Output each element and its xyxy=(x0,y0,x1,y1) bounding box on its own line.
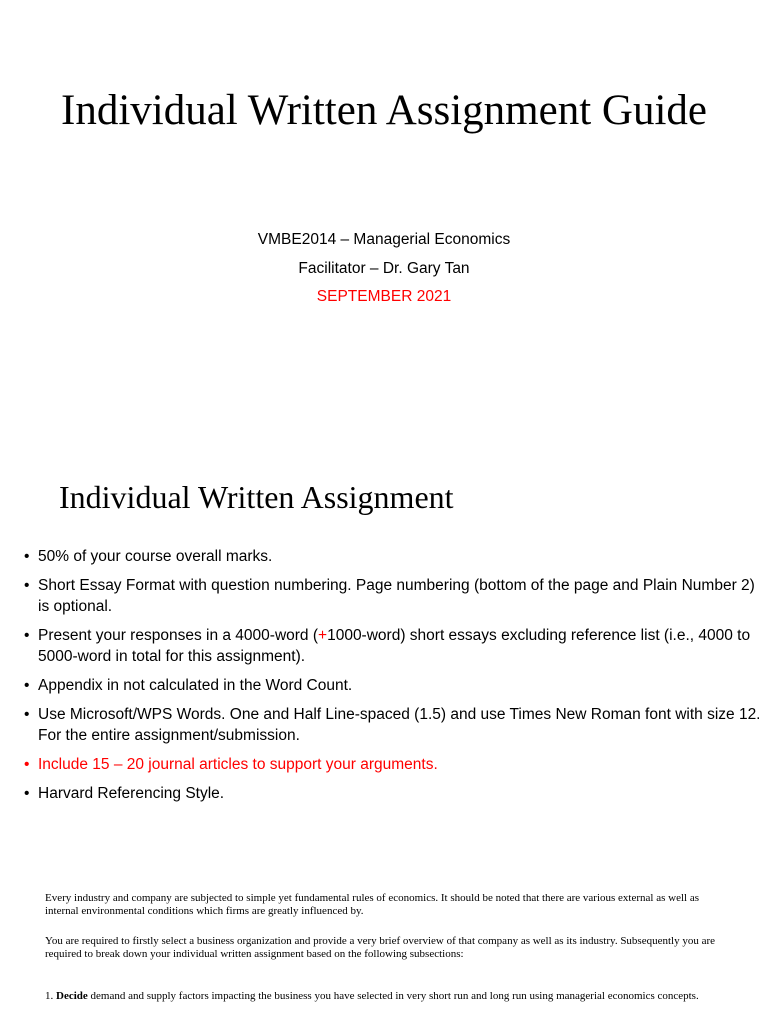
requirements-list xyxy=(0,546,768,812)
list-item: • Appendix in not calculated in the Word Count. xyxy=(24,677,353,694)
list-item: • Present your responses in a 4000-word (+1000-word) short essays excluding reference list (i.e., 4000 to 5000-word in total for this assignment). xyxy=(24,627,751,665)
list-item: • Use Microsoft/WPS Words. One and Half Line-spaced (1.5) and use Times New Roman font with size 12. For the entire assignment/submission. xyxy=(24,706,761,744)
title-slide xyxy=(0,0,768,432)
bullet-icon: • xyxy=(24,756,30,773)
facilitator-line: Facilitator – Dr. Gary Tan xyxy=(298,259,470,277)
list-item: • 50% of your course overall marks. xyxy=(24,548,273,565)
assignment-text xyxy=(45,892,725,1020)
instructions-paragraph: You are required to firstly select a business organization and provide a very brief overview of that company as well as its industry. Subsequently you are required to break down your individual written assignment based on the following subsections: xyxy=(45,935,716,960)
document-page xyxy=(0,866,768,1024)
list-item: • Harvard Referencing Style. xyxy=(24,785,225,802)
bullet-icon: • xyxy=(24,627,30,644)
subsection-item-1: 1. Decide demand and supply factors impacting the business you have selected in very short run and long run using managerial economics concepts. xyxy=(45,990,699,1002)
bullets-slide xyxy=(0,434,768,864)
bullet-icon: • xyxy=(24,577,30,594)
bullet-icon: • xyxy=(24,785,30,802)
bullet-icon: • xyxy=(24,548,30,565)
list-item-highlighted: • Include 15 – 20 journal articles to support your arguments. xyxy=(24,756,438,773)
slide-subtitle xyxy=(0,226,768,312)
date-line: SEPTEMBER 2021 xyxy=(316,288,452,305)
bullet-icon: • xyxy=(24,706,30,723)
section-title: Individual Written Assignment xyxy=(59,479,454,515)
slide-title: Individual Written Assignment Guide xyxy=(61,87,707,134)
intro-paragraph: Every industry and company are subjected to simple yet fundamental rules of economics. It should be noted that there are various external as well as internal environmental conditions which firms are greatly influenced by. xyxy=(45,892,699,917)
plus-sign: + xyxy=(318,627,328,644)
list-item: • Short Essay Format with question numbering. Page numbering (bottom of the page and Plain Number 2) is optional. xyxy=(24,577,755,615)
bullet-icon: • xyxy=(24,677,30,694)
item-keyword: Decide xyxy=(56,990,88,1002)
course-code-line: VMBE2014 – Managerial Economics xyxy=(257,231,511,248)
